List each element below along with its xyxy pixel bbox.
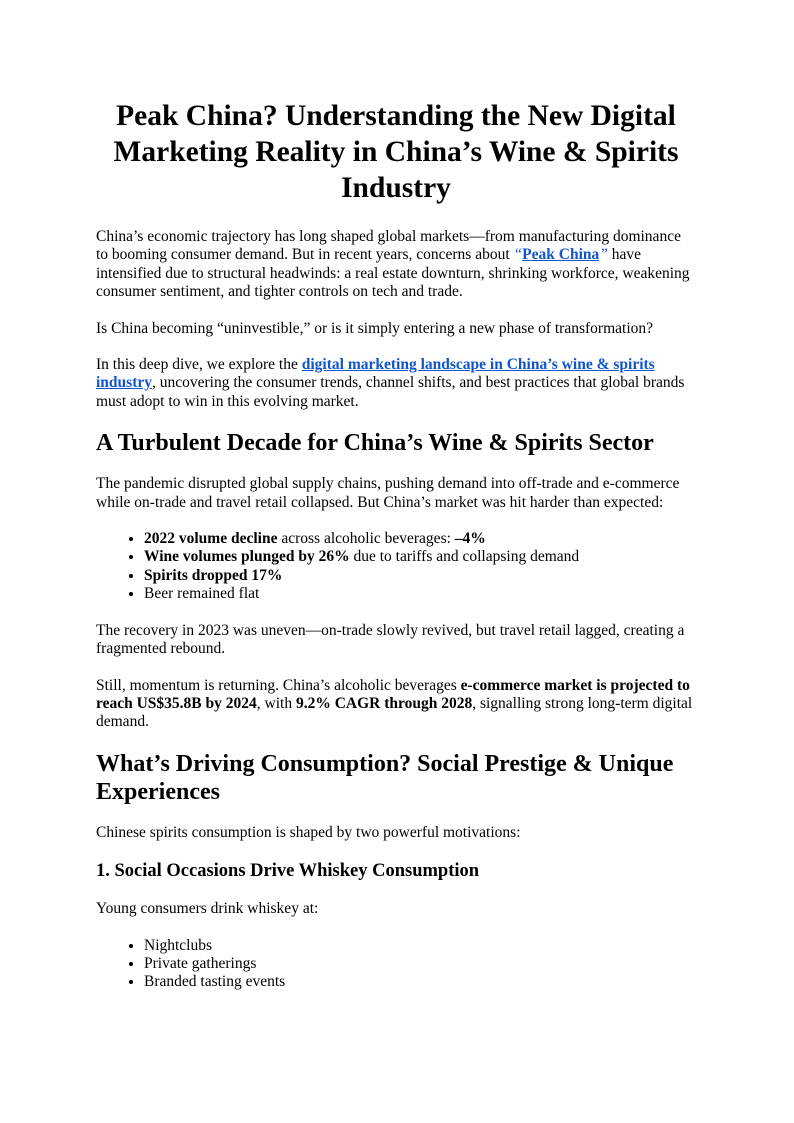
list-item: • Branded tasting events [144, 973, 696, 991]
list-text: Beer remained flat [144, 585, 260, 603]
list-text: due to tariffs and collapsing demand [349, 548, 580, 566]
intro-paragraph-3 [96, 356, 696, 411]
section-heading-driving-consumption: What’s Driving Consumption? Social Prestige & Unique Experiences [96, 750, 674, 805]
decline-stats-list [96, 530, 696, 604]
body-text: Still, momentum is returning. China’s alcoholic beverages [96, 676, 461, 694]
bold-text: 2022 volume decline [144, 530, 278, 548]
list-item: • Nightclubs [144, 937, 696, 955]
intro-text: have intensified due to structural headwinds: a real estate downturn, shrinking workforce, weakening consumer sentiment, and tighter controls on tech and trade. [96, 246, 690, 301]
list-item [144, 548, 696, 566]
page-title: Peak China? Understanding the New Digital Marketing Reality in China’s Wine & Spirits Industry [113, 100, 679, 204]
section1-paragraph-1: The pandemic disrupted global supply chains, pushing demand into off-trade and e-commerce while on-trade and travel retail collapsed. But China’s market was hit harder than expected: [96, 475, 680, 511]
section-heading-turbulent-decade: A Turbulent Decade for China’s Wine & Spirits Sector [96, 430, 654, 457]
body-text: , with [256, 694, 296, 712]
list-text: across alcoholic beverages: [277, 530, 455, 548]
section1-paragraph-2: The recovery in 2023 was uneven—on-trade slowly revived, but travel retail lagged, creating a fragmented rebound. [96, 621, 685, 658]
section1-paragraph-3 [96, 677, 696, 732]
intro-paragraph-1 [96, 228, 696, 302]
document-page [96, 98, 696, 1010]
intro-text: In this deep dive, we explore the [96, 356, 302, 374]
section2-paragraph-2: Young consumers drink whiskey at: [96, 900, 319, 918]
list-item [144, 530, 696, 548]
quote-mark: “ [513, 246, 523, 264]
bold-text: –4% [454, 530, 486, 548]
bold-text: Wine volumes plunged by 26% [144, 548, 350, 566]
digital-marketing-link[interactable]: digital marketing landscape in China’s wine & spirits industry [96, 356, 655, 392]
intro-text: , uncovering the consumer trends, channel shifts, and best practices that global brands must adopt to win in this evolving market. [96, 374, 685, 410]
peak-china-link[interactable]: Peak China [522, 246, 600, 264]
list-item [144, 567, 696, 585]
body-text: , signalling strong long-term digital demand. [96, 694, 693, 731]
bold-text: e-commerce market is projected to reach US$35.8B by 2024 [96, 676, 690, 712]
whiskey-occasions-list [96, 937, 696, 992]
quote-mark: ” [599, 246, 608, 264]
section2-paragraph-1: Chinese spirits consumption is shaped by two powerful motivations: [96, 823, 521, 841]
intro-text: China’s economic trajectory has long shaped global markets—from manufacturing dominance to booming consumer demand. But in recent years, concerns about [96, 228, 681, 264]
bold-text: Spirits dropped 17% [144, 566, 283, 584]
subheading-social-occasions: 1. Social Occasions Drive Whiskey Consumption [96, 861, 480, 882]
list-item: • Private gatherings [144, 955, 696, 973]
intro-paragraph-2: Is China becoming “uninvestible,” or is it simply entering a new phase of transformation? [96, 319, 654, 337]
list-item [144, 585, 696, 603]
bold-text: 9.2% CAGR through 2028 [295, 694, 473, 712]
